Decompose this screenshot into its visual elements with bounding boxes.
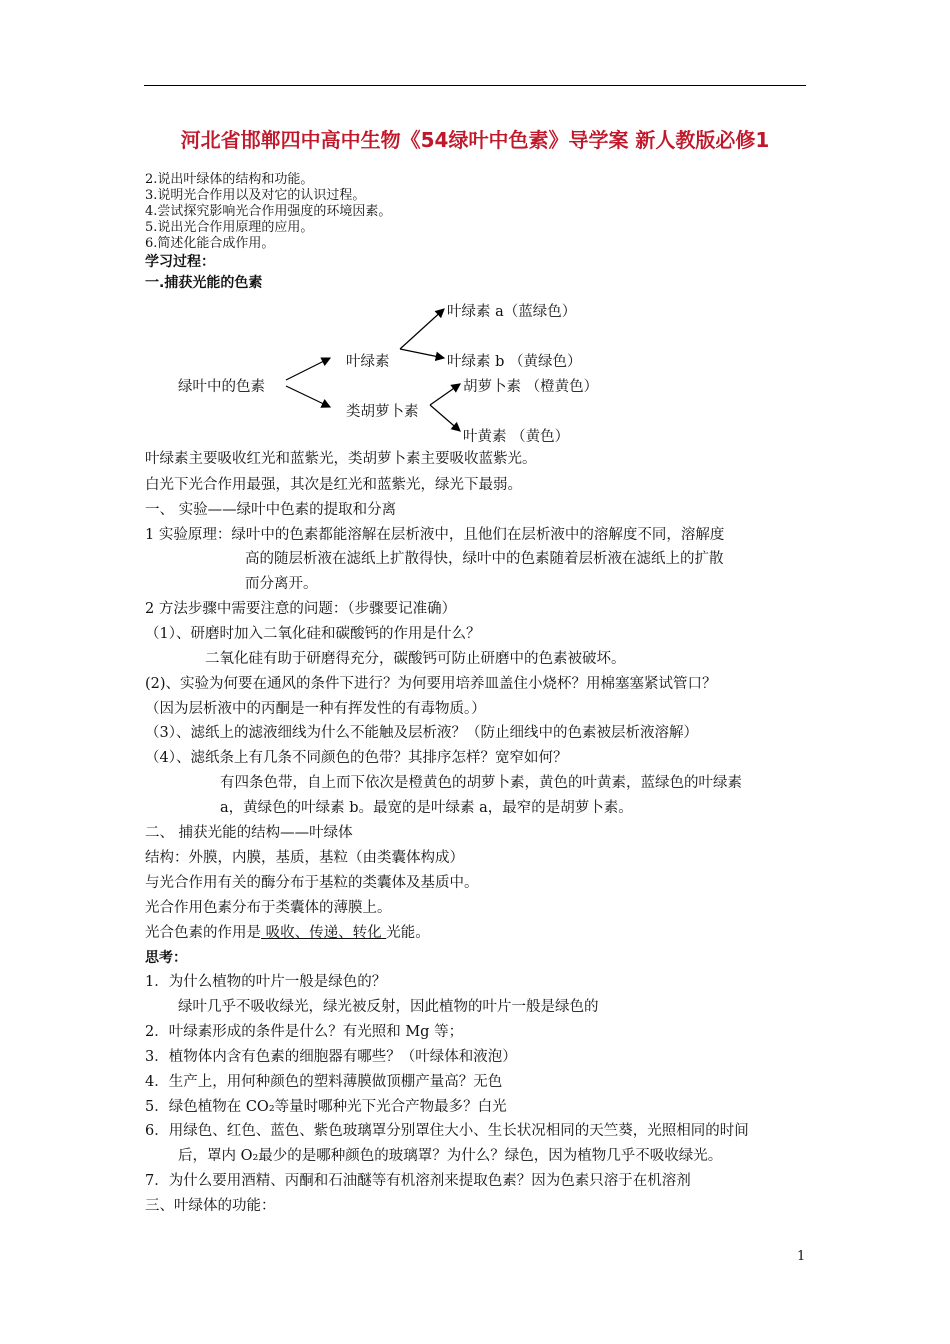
think-question: 6．用绿色、红色、蓝色、紫色玻璃罩分别罩住大小、生长状况相同的天竺葵，光照相同的时间 [145, 1123, 749, 1139]
think-question: 4．生产上，用何种颜色的塑料薄膜做顶棚产量高？无色 [145, 1074, 503, 1090]
arrow-to-chlorophyll-b [400, 349, 444, 358]
tree-carotenoid: 类胡萝卜素 [346, 404, 419, 420]
think-question: 3．植物体内含有色素的细胞器有哪些？（叶绿体和液泡） [145, 1049, 517, 1065]
paragraph: 白光下光合作用最强，其次是红光和蓝紫光，绿光下最弱。 [145, 477, 522, 493]
pigment-role-prefix: 光合色素的作用是 [145, 925, 261, 941]
arrow-to-xanthophyll [430, 405, 460, 431]
structure-heading: 二、 捕获光能的结构——叶绿体 [145, 825, 353, 841]
tree-chlorophyll: 叶绿素 [346, 354, 390, 370]
section1-heading: 一.捕获光能的色素 [145, 275, 263, 291]
think-question: 7．为什么要用酒精、丙酮和石油醚等有机溶剂来提取色素？因为色素只溶于在机溶剂 [145, 1173, 691, 1189]
answer-2: （因为层析液中的丙酮是一种有挥发性的有毒物质。） [145, 701, 486, 717]
principle-line: 高的随层析液在滤纸上扩散得快，绿叶中的色素随着层析液在滤纸上的扩散 [245, 551, 724, 567]
think-question: 后，罩内 O₂最少的是哪种颜色的玻璃罩？为什么？绿色，因为植物几乎不吸收绿光。 [178, 1148, 723, 1164]
question-3: （3）、滤纸上的滤液细线为什么不能触及层析液？（防止细线中的色素被层析液溶解） [145, 725, 698, 741]
pigment-role-answer: 吸收、传递、转化 [261, 925, 387, 941]
pigment-role-suffix: 光能。 [386, 925, 430, 941]
arrow-to-carotene [430, 384, 460, 405]
answer-1: 二氧化硅有助于研磨得充分，碳酸钙可防止研磨中的色素被破坏。 [205, 651, 626, 667]
experiment-heading: 一、 实验——绿叶中色素的提取和分离 [145, 502, 397, 518]
page-title: 河北省邯郸四中高中生物《54绿叶中色素》导学案 新人教版必修1 [180, 128, 770, 152]
principle-line: 而分离开。 [245, 576, 318, 592]
objective-item: 5.说出光合作用原理的应用。 [145, 220, 314, 235]
structure-line: 与光合作用有关的酶分布于基粒的类囊体及基质中。 [145, 875, 479, 891]
paragraph: 叶绿素主要吸收红光和蓝紫光，类胡萝卜素主要吸收蓝紫光。 [145, 451, 537, 467]
tree-carotene: 胡萝卜素 （橙黄色） [463, 379, 599, 395]
think-question: 2．叶绿素形成的条件是什么？有光照和 Mg 等； [145, 1024, 464, 1040]
think-heading: 思考： [145, 950, 187, 966]
page-number: 1 [797, 1249, 806, 1264]
objective-item: 2.说出叶绿体的结构和功能。 [145, 172, 314, 187]
answer-4: a，黄绿色的叶绿素 b。最宽的是叶绿素 a，最窄的是胡萝卜素。 [220, 800, 633, 816]
structure-line: 结构：外膜，内膜，基质，基粒（由类囊体构成） [145, 850, 464, 866]
arrow-to-chlorophyll-a [400, 309, 444, 349]
objective-item: 4.尝试探究影响光合作用强度的环境因素。 [145, 204, 392, 219]
steps-heading: 2 方法步骤中需要注意的问题：（步骤要记准确） [145, 601, 457, 617]
objective-item: 3.说明光合作用以及对它的认识过程。 [145, 188, 366, 203]
arrow-to-carotenoid [286, 386, 330, 407]
question-2: (2)、实验为何要在通风的条件下进行？为何要用培养皿盖住小烧杯？用棉塞塞紧试管口？ [145, 676, 717, 692]
tree-chlorophyll-a: 叶绿素 a（蓝绿色） [447, 304, 577, 320]
think-answer: 绿叶几乎不吸收绿光，绿光被反射，因此植物的叶片一般是绿色的 [178, 999, 599, 1015]
question-1: （1）、研磨时加入二氧化硅和碳酸钙的作用是什么？ [145, 626, 481, 642]
question-4: （4）、滤纸条上有几条不同颜色的色带？其排序怎样？宽窄如何？ [145, 750, 568, 766]
function-heading: 三、叶绿体的功能： [145, 1198, 276, 1214]
tree-root: 绿叶中的色素 [178, 379, 265, 395]
think-question: 5．绿色植物在 CO₂等量时哪种光下光合产物最多？白光 [145, 1099, 507, 1115]
principle-line: 1 实验原理：绿叶中的色素都能溶解在层析液中，且他们在层析液中的溶解度不同，溶解度 [145, 527, 725, 543]
tree-xanthophyll: 叶黄素 （黄色） [463, 429, 570, 445]
structure-line: 光合作用色素分布于类囊体的薄膜上。 [145, 900, 392, 916]
objective-item: 6.简述化能合成作用。 [145, 236, 275, 251]
tree-chlorophyll-b: 叶绿素 b （黄绿色） [447, 354, 582, 370]
structure-line [145, 924, 430, 942]
arrow-to-chlorophyll [286, 358, 330, 380]
answer-4: 有四条色带，自上而下依次是橙黄色的胡萝卜素，黄色的叶黄素，蓝绿色的叶绿素 [220, 775, 742, 791]
think-question: 1．为什么植物的叶片一般是绿色的？ [145, 974, 387, 990]
process-heading: 学习过程： [145, 254, 215, 270]
